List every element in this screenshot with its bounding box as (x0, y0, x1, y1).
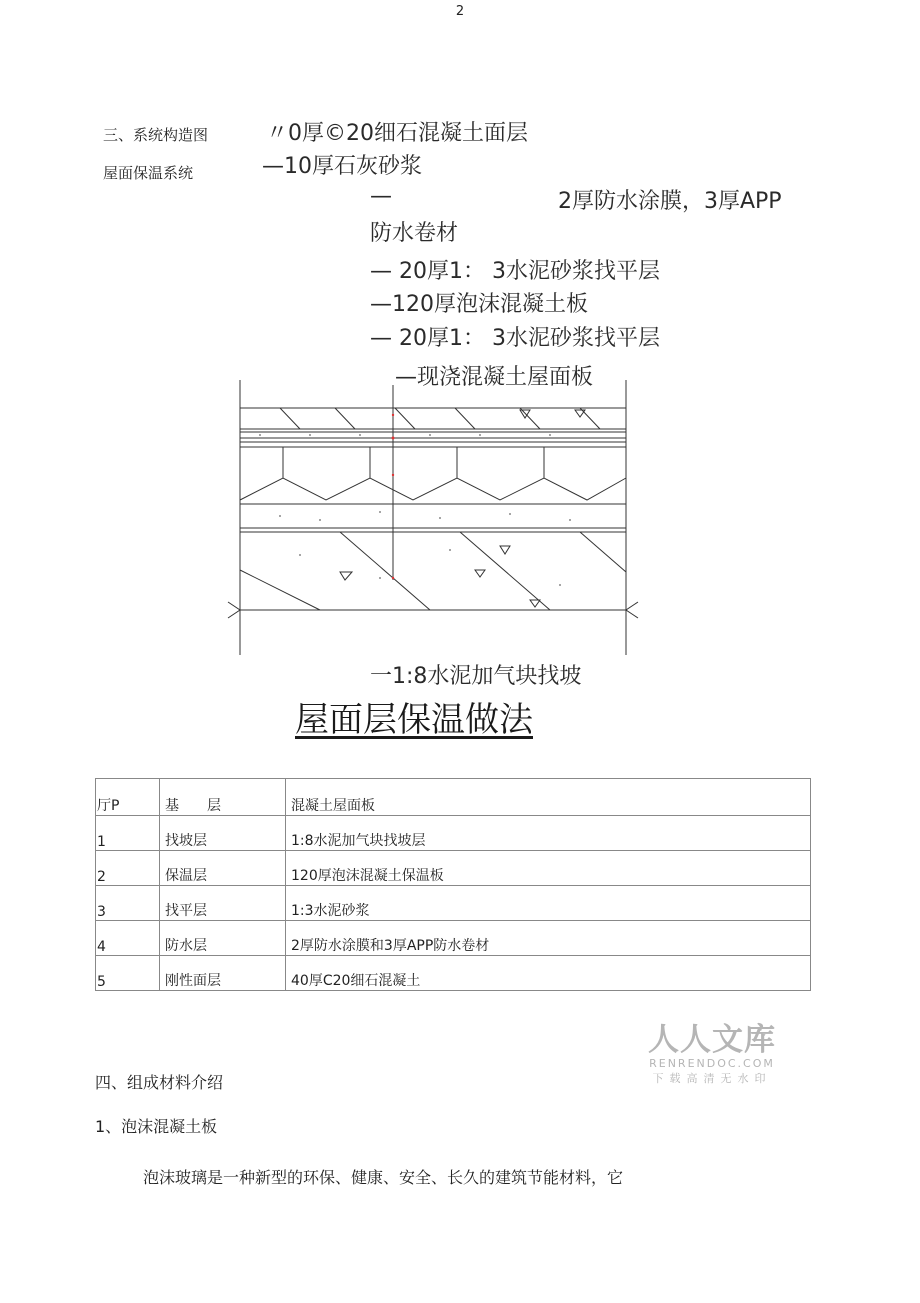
table-cell: 1:8水泥加气块找坡层 (286, 816, 811, 851)
table-header-cell: 基 层 (160, 779, 286, 816)
body-paragraph: 泡沫玻璃是一种新型的环保、健康、安全、长久的建筑节能材料，它 (143, 1168, 624, 1187)
table-row (96, 956, 811, 991)
watermark-url: RENRENDOC.COM (649, 1057, 775, 1070)
table-cell: 保温层 (160, 851, 286, 886)
table-cell: 刚性面层 (160, 956, 286, 991)
section4-title: 四、组成材料介绍 (95, 1073, 224, 1092)
section-title: 三、系统构造图 (103, 126, 209, 144)
figure-title: 屋面层保温做法 (295, 700, 533, 740)
layer-label-surface: 〃0厚©20细石混凝土面层 (266, 121, 528, 146)
layer-label-slope: 一1:8水泥加气块找坡 (370, 664, 582, 689)
table-cell: 120厚泡沫混凝土保温板 (286, 851, 811, 886)
table-header-cell: 混凝土屋面板 (286, 779, 811, 816)
watermark-subtitle: 下载高清无水印 (652, 1072, 772, 1085)
table-cell: 2厚防水涂膜和3厚APP防水卷材 (286, 921, 811, 956)
layers-table (95, 778, 811, 991)
layer-label-waterproof-cont: 防水卷材 (370, 221, 459, 246)
table-cell: 1:3水泥砂浆 (286, 886, 811, 921)
section4-1-title: 1、泡沫混凝土板 (95, 1117, 218, 1136)
table-header-cell: 厅P (96, 779, 160, 816)
watermark-logo-text: 人人文库 (648, 1022, 776, 1058)
table-row (96, 851, 811, 886)
page-number: 2 (455, 4, 465, 19)
roof-section-diagram (220, 380, 640, 660)
layer-label-waterproof-dash: — (370, 184, 392, 209)
table-header-row (96, 779, 811, 816)
layer-label-lime-mortar: —10厚石灰砂浆 (262, 154, 422, 179)
layer-label-waterproof: 2厚防水涂膜，3厚APP (558, 189, 782, 214)
table-row (96, 921, 811, 956)
table-cell: 找坡层 (160, 816, 286, 851)
table-cell: 5 (96, 956, 160, 991)
layer-label-leveling-2: — 20厚1： 3水泥砂浆找平层 (370, 326, 660, 351)
table-row (96, 886, 811, 921)
table-cell: 3 (96, 886, 160, 921)
subsection-title: 屋面保温系统 (103, 164, 194, 182)
table-cell: 40厚C20细石混凝土 (286, 956, 811, 991)
layer-label-leveling-1: — 20厚1： 3水泥砂浆找平层 (370, 259, 660, 284)
table-cell: 防水层 (160, 921, 286, 956)
layer-label-foam-board: —120厚泡沫混凝土板 (370, 292, 588, 317)
table-cell: 2 (96, 851, 160, 886)
watermark (648, 1014, 776, 1086)
layer-label-roof-slab: —现浇混凝土屋面板 (395, 365, 594, 390)
table-cell: 1 (96, 816, 160, 851)
table-cell: 4 (96, 921, 160, 956)
table-cell: 找平层 (160, 886, 286, 921)
table-row (96, 816, 811, 851)
